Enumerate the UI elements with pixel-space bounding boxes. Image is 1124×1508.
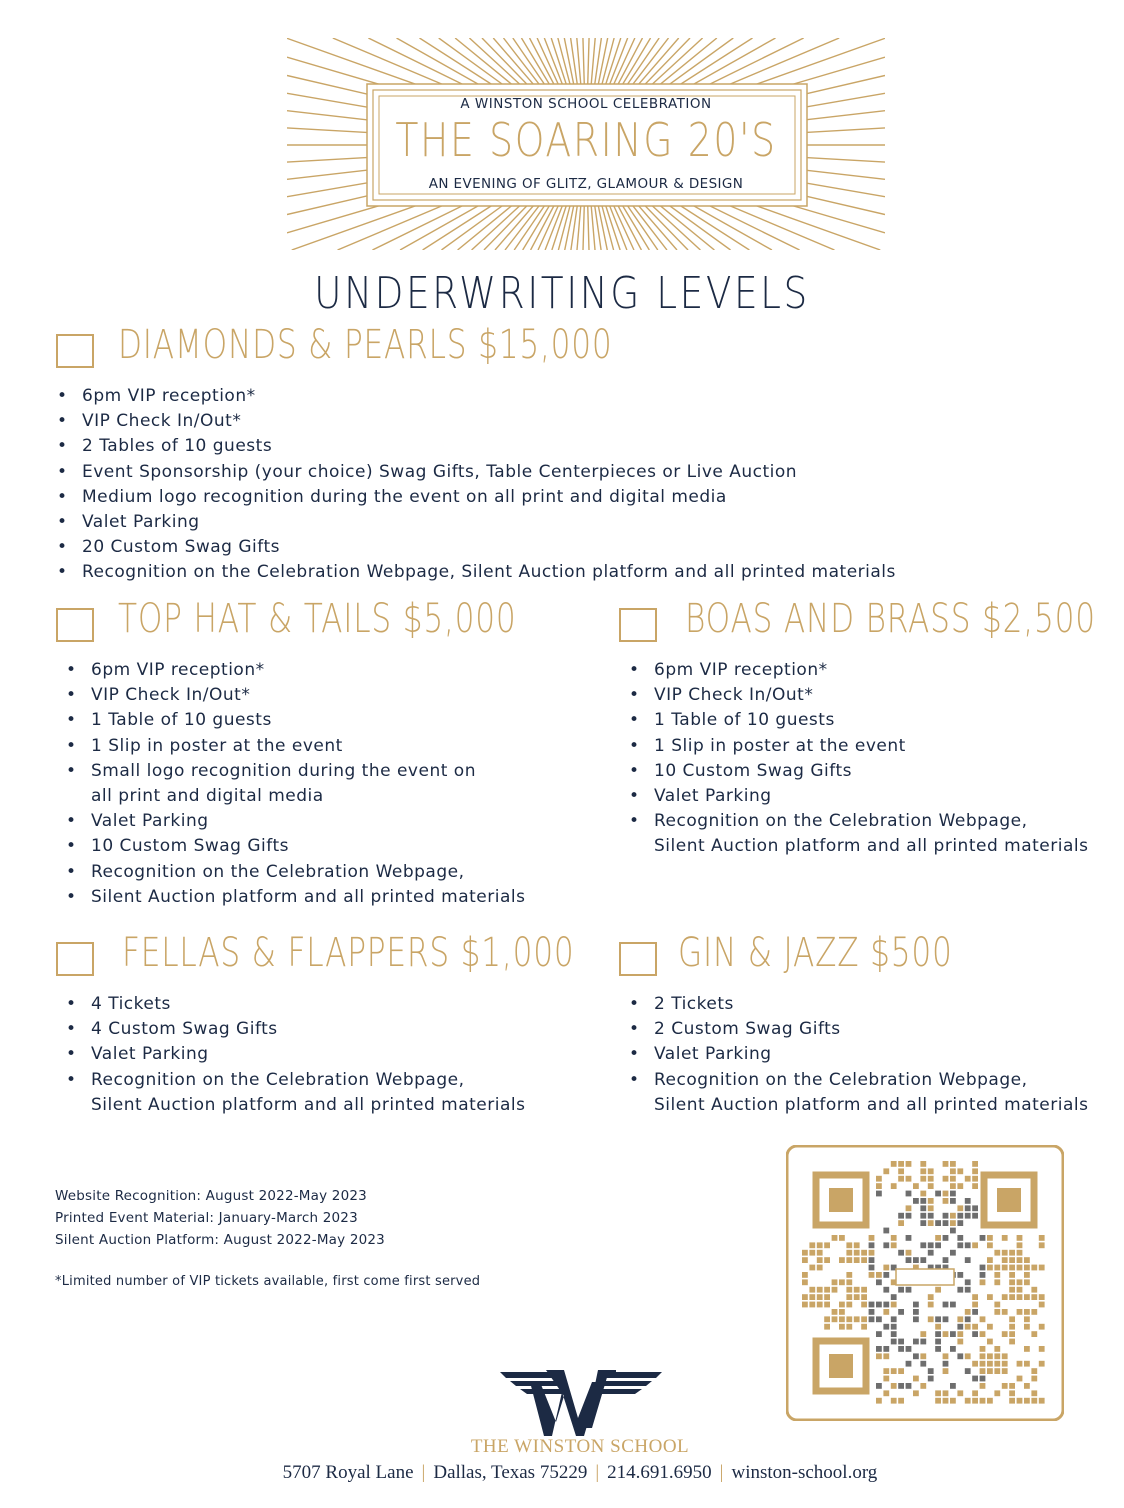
list-item: • Recognition on the Celebration Webpage,	[654, 809, 1088, 834]
list-item: • VIP Check In/Out*	[82, 409, 896, 434]
list-item: • 1 Table of 10 guests	[91, 708, 525, 733]
list-item-continued: all print and digital media	[91, 786, 324, 807]
winston-w-logo-icon	[500, 1368, 662, 1438]
list-item: • Valet Parking	[654, 1042, 1088, 1067]
list-item: • 2 Custom Swag Gifts	[654, 1017, 1088, 1042]
divider: |	[595, 1462, 600, 1483]
level-title: DIAMONDS & PEARLS $15,000	[118, 322, 613, 368]
level-title: BOAS AND BRASS $2,500	[685, 596, 1096, 642]
school-address: 5707 Royal Lane	[282, 1462, 414, 1483]
list-item: • 6pm VIP reception*	[654, 658, 1088, 683]
level-checkbox[interactable]	[56, 942, 94, 976]
level-boas-brass	[619, 596, 1109, 858]
school-contact-footer	[0, 1462, 1124, 1484]
list-item: • Recognition on the Celebration Webpage,	[654, 1068, 1088, 1093]
benefit-list	[82, 384, 896, 586]
school-city: Dallas, Texas 75229	[433, 1462, 588, 1483]
level-diamonds-pearls	[56, 322, 1096, 584]
list-item: • Valet Parking	[654, 784, 1088, 809]
list-item: • 10 Custom Swag Gifts	[654, 759, 1088, 784]
benefit-list	[654, 992, 1088, 1118]
list-item: • 6pm VIP reception*	[82, 384, 896, 409]
benefit-list	[91, 658, 525, 910]
list-item: • Recognition on the Celebration Webpage, Silent Auction platform and all printed materials	[82, 560, 896, 585]
school-website-link[interactable]: winston-school.org	[731, 1462, 878, 1483]
event-title: THE SOARING 20'S	[395, 113, 777, 167]
vip-limit-note: *Limited number of VIP tickets available, first come first served	[55, 1274, 481, 1289]
divider: |	[719, 1462, 724, 1483]
school-name: THE WINSTON SCHOOL	[470, 1436, 690, 1457]
level-checkbox[interactable]	[56, 608, 94, 642]
list-item: • 2 Tickets	[654, 992, 1088, 1017]
qr-code-graphic	[786, 1145, 1064, 1421]
list-item: • Valet Parking	[82, 510, 896, 535]
benefit-list	[91, 992, 525, 1118]
list-item: • 10 Custom Swag Gifts	[91, 834, 525, 859]
level-fellas-flappers	[56, 930, 596, 1122]
benefit-list	[654, 658, 1088, 860]
printed-material-note: Printed Event Material: January-March 2023	[55, 1210, 358, 1226]
list-item: • Medium logo recognition during the event on all print and digital media	[82, 485, 896, 510]
list-item-continued: Silent Auction platform and all printed materials	[654, 1094, 1089, 1115]
level-top-hat-tails	[56, 596, 596, 908]
list-item: • Small logo recognition during the event on	[91, 759, 525, 784]
event-subtitle: AN EVENING OF GLITZ, GLAMOUR & DESIGN	[428, 176, 744, 192]
level-checkbox[interactable]	[56, 334, 94, 368]
list-item: • 4 Custom Swag Gifts	[91, 1017, 525, 1042]
list-item: • Valet Parking	[91, 1042, 525, 1067]
list-item-continued: Silent Auction platform and all printed materials	[654, 836, 1089, 857]
school-phone[interactable]: 214.691.6950	[607, 1462, 712, 1483]
list-item: • 1 Slip in poster at the event	[654, 734, 1088, 759]
website-recognition-note: Website Recognition: August 2022-May 2023	[55, 1188, 367, 1204]
qr-code[interactable]	[786, 1145, 1064, 1421]
level-checkbox[interactable]	[619, 608, 657, 642]
list-item: • VIP Check In/Out*	[91, 683, 525, 708]
page-title: UNDERWRITING LEVELS	[314, 268, 810, 319]
event-logo	[287, 38, 885, 250]
list-item: • 4 Tickets	[91, 992, 525, 1017]
level-title: FELLAS & FLAPPERS $1,000	[122, 930, 575, 976]
list-item: • 1 Table of 10 guests	[654, 708, 1088, 733]
level-gin-jazz	[619, 930, 1109, 1122]
list-item: • 6pm VIP reception*	[91, 658, 525, 683]
list-item: • Event Sponsorship (your choice) Swag Gifts, Table Centerpieces or Live Auction	[82, 460, 896, 485]
list-item-continued: Silent Auction platform and all printed materials	[91, 1094, 526, 1115]
list-item: • 2 Tables of 10 guests	[82, 434, 896, 459]
level-checkbox[interactable]	[619, 942, 657, 976]
list-item: • Recognition on the Celebration Webpage,	[91, 1068, 525, 1093]
silent-auction-note: Silent Auction Platform: August 2022-May 2023	[55, 1232, 385, 1248]
list-item: • Valet Parking	[91, 809, 525, 834]
list-item: • 1 Slip in poster at the event	[91, 734, 525, 759]
event-kicker: A WINSTON SCHOOL CELEBRATION	[460, 96, 712, 112]
divider: |	[421, 1462, 426, 1483]
level-title: TOP HAT & TAILS $5,000	[118, 596, 517, 642]
list-item: • VIP Check In/Out*	[654, 683, 1088, 708]
level-title: GIN & JAZZ $500	[678, 930, 953, 976]
list-item: • Silent Auction platform and all printed materials	[91, 885, 525, 910]
list-item: • Recognition on the Celebration Webpage,	[91, 860, 525, 885]
list-item: • 20 Custom Swag Gifts	[82, 535, 896, 560]
